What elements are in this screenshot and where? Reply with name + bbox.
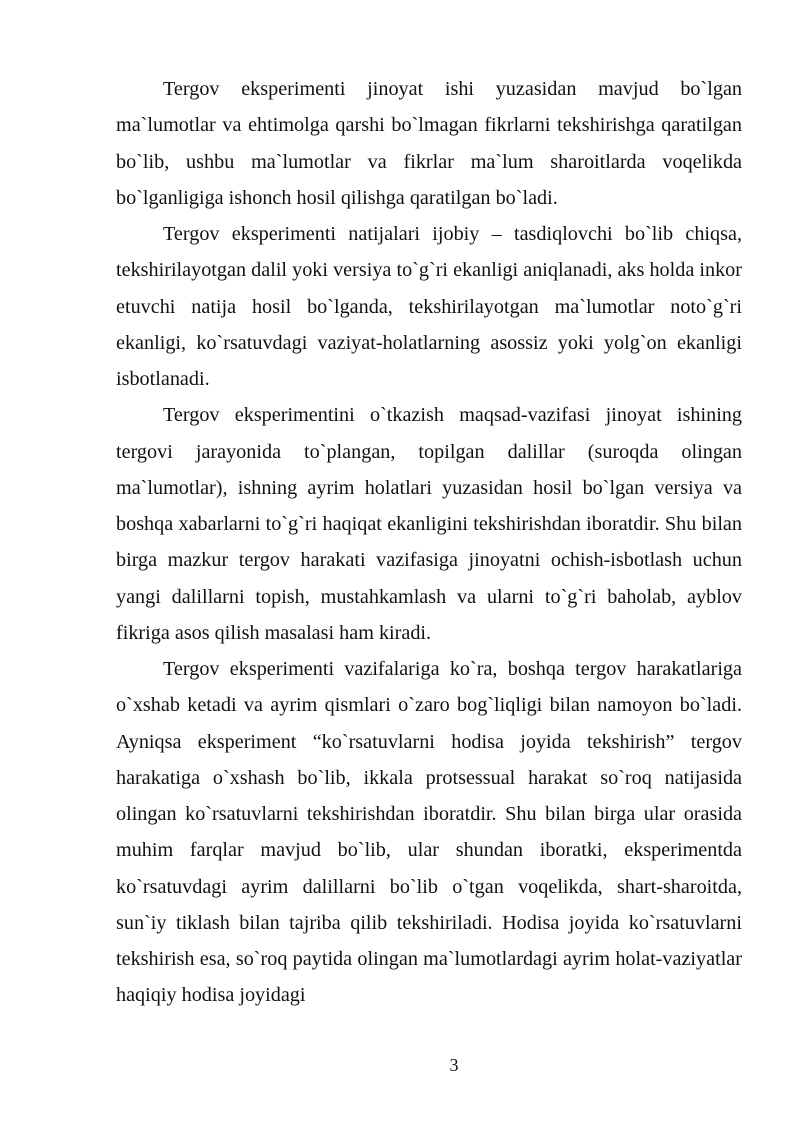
paragraph-4: Tergov eksperimenti vazifalariga ko`ra, boshqa tergov harakatlariga o`xshab ketadi va ayrim qismlari o`zaro bog`liqligi bilan namoyon bo`ladi. Ayniqsa eksperiment “ko`rsatuvlarni hodisa joyida tekshirish” tergov harakatiga o`xshash bo`lib, ikkala protsessual harakat so`roq natijasida olingan ko`rsatuvlarni tekshirishdan iboratdir. Shu bilan birga ular orasida muhim farqlar mavjud bo`lib, ular shundan iboratki, eksperimentda ko`rsatuvdagi ayrim dalillarni bo`lib o`tgan voqelikda, shart-sharoitda, sun`iy tiklash bilan tajriba qilib tekshiriladi. Hodisa joyida ko`rsatuvlarni tekshirish esa, so`roq paytida olingan ma`lumotlardagi ayrim holat-vaziyatlar haqiqiy hodisa joyidagi	[116, 658, 742, 1007]
body-text	[116, 71, 742, 1014]
paragraph-1: Tergov eksperimenti jinoyat ishi yuzasidan mavjud bo`lgan ma`lumotlar va ehtimolga qarshi bo`lmagan fikrlarni tekshirishga qaratilgan bo`lib, ushbu ma`lumotlar va fikrlar ma`lum sharoitlarda voqelikda bo`lganligiga ishonch hosil qilishga qaratilgan bo`ladi.	[116, 78, 742, 209]
paragraph-3: Tergov eksperimentini o`tkazish maqsad-vazifasi jinoyat ishining tergovi jarayonida to`plangan, topilgan dalillar (suroqda olingan ma`lumotlar), ishning ayrim holatlari yuzasidan hosil bo`lgan versiya va boshqa xabarlarni to`g`ri haqiqat ekanligini tekshirishdan iboratdir. Shu bilan birga mazkur tergov harakati vazifasiga jinoyatni ochish-isbotlash uchun yangi dalillarni topish, mustahkamlash va ularni to`g`ri baholab, ayblov fikriga asos qilish masalasi ham kiradi.	[116, 404, 742, 644]
paragraph-2: Tergov eksperimenti natijalari ijobiy – tasdiqlovchi bo`lib chiqsa, tekshirilayotgan dalil yoki versiya to`g`ri ekanligi aniqlanadi, aks holda inkor etuvchi natija hosil bo`lganda, tekshirilayotgan ma`lumotlar noto`g`ri ekanligi, ko`rsatuvdagi vaziyat-holatlarning asossiz yoki yolg`on ekanligi isbotlanadi.	[116, 223, 742, 390]
page-number: 3	[449, 1055, 459, 1075]
